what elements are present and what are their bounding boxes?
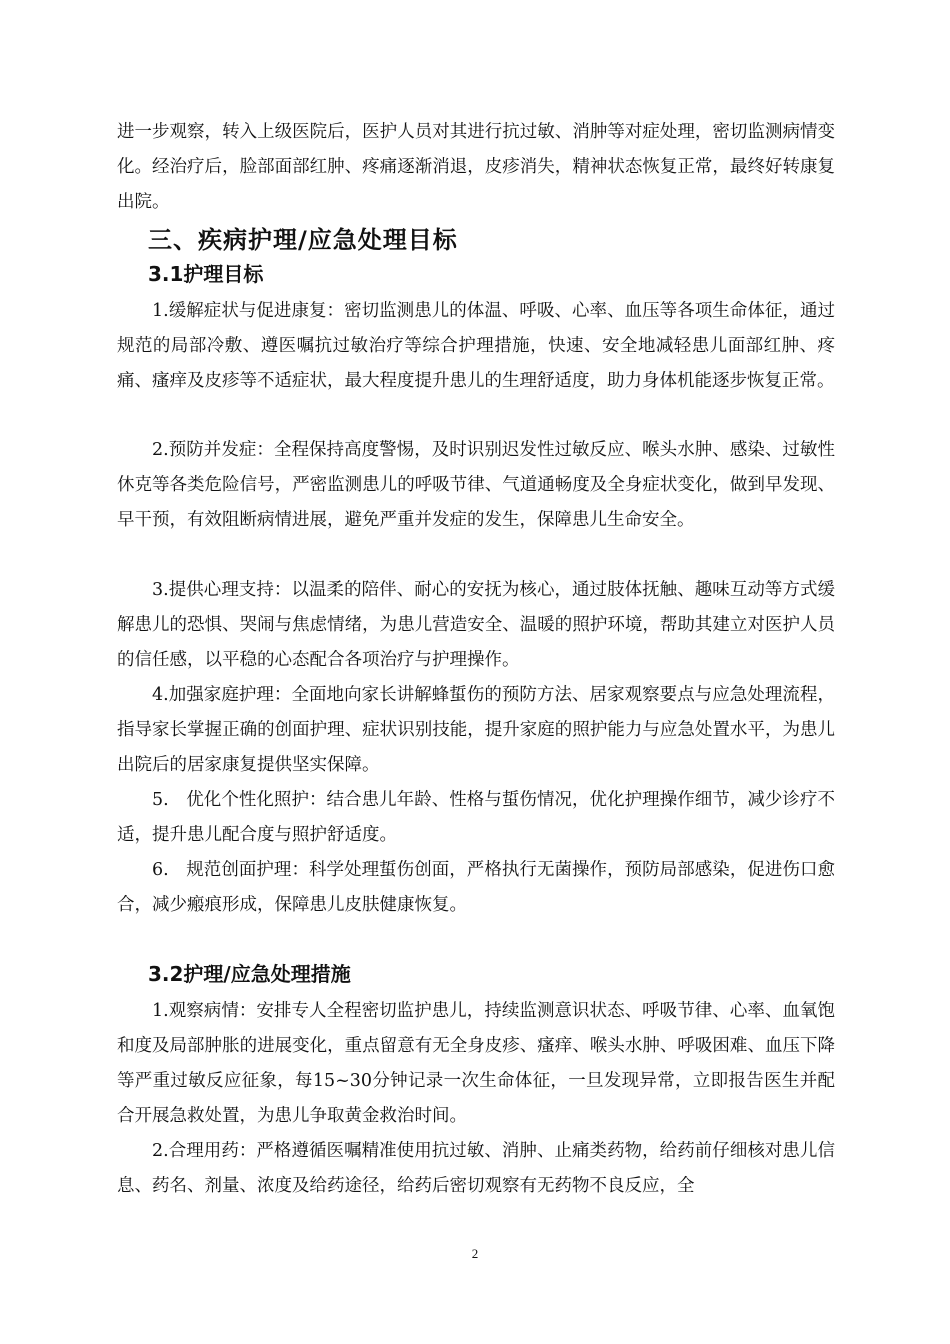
measure-item-2: 2.合理用药：严格遵循医嘱精准使用抗过敏、消肿、止痛类药物，给药前仔细核对患儿信息、药名、剂量、浓度及给药途径，给药后密切观察有无药物不良反应，全	[117, 1141, 835, 1196]
goal-item-6: 6. 规范创面护理：科学处理蜇伤创面，严格执行无菌操作，预防局部感染，促进伤口愈合，减少瘢痕形成，保障患儿皮肤健康恢复。	[117, 860, 835, 915]
page-number: 2	[471, 1246, 479, 1261]
subsection-heading-3-2: 3.2护理/应急处理措施	[148, 962, 351, 986]
measure-item-1: 1.观察病情：安排专人全程密切监护患儿，持续监测意识状态、呼吸节律、心率、血氧饱和度及局部肿胀的进展变化，重点留意有无全身皮疹、瘙痒、喉头水肿、呼吸困难、血压下降等严重过敏反应征象，每15~30分钟记录一次生命体征，一旦发现异常，立即报告医生并配合开展急救处置，为患儿争取黄金救治时间。	[117, 1001, 835, 1126]
section-heading: 三、疾病护理/应急处理目标	[148, 226, 458, 254]
goal-item-3: 3.提供心理支持：以温柔的陪伴、耐心的安抚为核心，通过肢体抚触、趣味互动等方式缓解患儿的恐惧、哭闹与焦虑情绪，为患儿营造安全、温暖的照护环境，帮助其建立对医护人员的信任感，以平稳的心态配合各项治疗与护理操作。	[117, 580, 835, 670]
goal-item-2: 2.预防并发症：全程保持高度警惕，及时识别迟发性过敏反应、喉头水肿、感染、过敏性休克等各类危险信号，严密监测患儿的呼吸节律、气道通畅度及全身症状变化，做到早发现、早干预，有效阻断病情进展，避免严重并发症的发生，保障患儿生命安全。	[117, 440, 835, 530]
goal-item-5: 5. 优化个性化照护：结合患儿年龄、性格与蜇伤情况，优化护理操作细节，减少诊疗不适，提升患儿配合度与照护舒适度。	[117, 790, 835, 845]
goal-item-1: 1.缓解症状与促进康复：密切监测患儿的体温、呼吸、心率、血压等各项生命体征，通过规范的局部冷敷、遵医嘱抗过敏治疗等综合护理措施，快速、安全地减轻患儿面部红肿、疼痛、瘙痒及皮疹等不适症状，最大程度提升患儿的生理舒适度，助力身体机能逐步恢复正常。	[117, 301, 835, 391]
paragraph-intro: 进一步观察，转入上级医院后，医护人员对其进行抗过敏、消肿等对症处理，密切监测病情变化。经治疗后，脸部面部红肿、疼痛逐渐消退，皮疹消失，精神状态恢复正常，最终好转康复出院。	[117, 122, 835, 212]
goal-item-4: 4.加强家庭护理：全面地向家长讲解蜂蜇伤的预防方法、居家观察要点与应急处理流程，指导家长掌握正确的创面护理、症状识别技能，提升家庭的照护能力与应急处置水平，为患儿出院后的居家康复提供坚实保障。	[117, 685, 835, 775]
subsection-heading-3-1: 3.1护理目标	[148, 262, 264, 286]
